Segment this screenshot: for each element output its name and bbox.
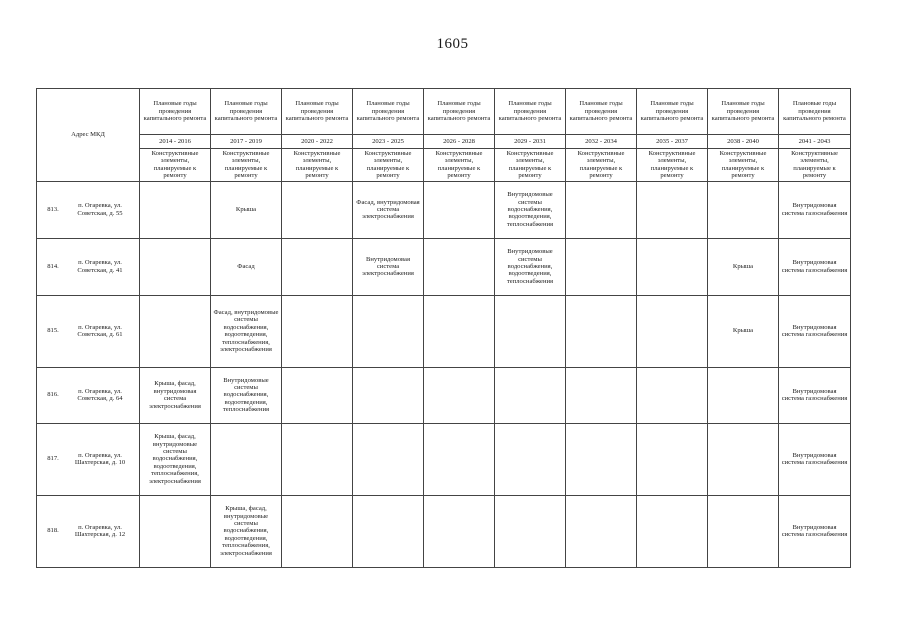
elements-header: Конструктивные элементы, планируемые к ремонту (353, 149, 424, 182)
repair-elements-text: Внутридомовая система электроснабжения (362, 255, 414, 278)
repair-elements-cell (211, 495, 282, 567)
repair-elements-cell (211, 181, 282, 238)
table-body (37, 89, 851, 568)
repair-elements-cell (566, 495, 637, 567)
planned-years-header: Плановые годы проведения капитального ремонта (211, 89, 282, 135)
planned-years-header: Плановые годы проведения капитального ремонта (637, 89, 708, 135)
repair-elements-cell (282, 495, 353, 567)
repair-elements-text: Крыша, фасад, внутридомовые системы водоснабжения, водоотведения, теплоснабжения, электроснабжения (149, 433, 201, 485)
repair-elements-cell (779, 367, 851, 423)
repair-elements-text: Внутридомовая система газоснабжения (781, 451, 848, 467)
repair-elements-cell (211, 367, 282, 423)
repair-elements-cell (424, 423, 495, 495)
repair-elements-cell (353, 495, 424, 567)
repair-elements-cell (353, 295, 424, 367)
address-cell (37, 295, 140, 367)
repair-elements-cell (566, 295, 637, 367)
repair-elements-cell (708, 367, 779, 423)
elements-header: Конструктивные элементы, планируемые к ремонту (779, 149, 851, 182)
table-row (37, 238, 851, 295)
repair-elements-text: Внутридомовые системы водоснабжения, водоотведения, теплоснабжения (222, 376, 270, 414)
repair-elements-text: Фасад, внутридомовые системы водоснабжения, водоотведения, теплоснабжения, электроснабжения (213, 308, 279, 353)
repair-elements-cell (637, 367, 708, 423)
address-text: п. Огаревка, ул. Шахтерская, д. 12 (74, 523, 126, 539)
header-row-elements (37, 149, 851, 182)
table-row (37, 295, 851, 367)
period-header: 2026 - 2028 (424, 135, 495, 149)
repair-elements-text: Внутридомовая система газоснабжения (781, 202, 848, 217)
repair-elements-text: Внутридомовая система газоснабжения (781, 523, 848, 539)
repair-elements-text: Крыша, фасад, внутридомовые системы водоснабжения, водоотведения, теплоснабжения, электроснабжения (220, 505, 272, 557)
repair-elements-cell (566, 367, 637, 423)
elements-header: Конструктивные элементы, планируемые к ремонту (282, 149, 353, 182)
repair-elements-cell (353, 423, 424, 495)
repair-elements-cell (495, 295, 566, 367)
repair-elements-cell (566, 181, 637, 238)
repair-elements-cell (708, 295, 779, 367)
period-header: 2029 - 2031 (495, 135, 566, 149)
repair-elements-cell (779, 238, 851, 295)
repair-elements-cell (779, 181, 851, 238)
repair-elements-cell (282, 181, 353, 238)
repair-elements-cell (779, 423, 851, 495)
repair-elements-cell (353, 238, 424, 295)
address-text: п. Огаревка, ул. Советская, д. 61 (77, 323, 123, 339)
repair-elements-cell (708, 181, 779, 238)
repair-elements-cell (140, 495, 211, 567)
repair-elements-cell (282, 423, 353, 495)
elements-header: Конструктивные элементы, планируемые к ремонту (566, 149, 637, 182)
planned-years-header: Плановые годы проведения капитального ремонта (495, 89, 566, 135)
planned-years-header: Плановые годы проведения капитального ремонта (353, 89, 424, 135)
table-row (37, 367, 851, 423)
period-header: 2020 - 2022 (282, 135, 353, 149)
address-text: п. Огаревка, ул. Советская, д. 64 (77, 387, 123, 403)
capital-repair-table (36, 88, 851, 568)
address-cell (37, 423, 140, 495)
address-cell (37, 181, 140, 238)
elements-header: Конструктивные элементы, планируемые к ремонту (708, 149, 779, 182)
repair-elements-cell (140, 367, 211, 423)
elements-header: Конструктивные элементы, планируемые к ремонту (140, 149, 211, 182)
planned-years-header: Плановые годы проведения капитального ремонта (708, 89, 779, 135)
repair-elements-cell (140, 181, 211, 238)
repair-elements-cell (637, 295, 708, 367)
elements-header: Конструктивные элементы, планируемые к ремонту (495, 149, 566, 182)
repair-elements-cell (495, 495, 566, 567)
elements-header: Конструктивные элементы, планируемые к ремонту (211, 149, 282, 182)
address-cell (37, 495, 140, 567)
repair-elements-cell (424, 367, 495, 423)
planned-years-header: Плановые годы проведения капитального ремонта (140, 89, 211, 135)
repair-elements-cell (637, 423, 708, 495)
repair-elements-text: Крыша (732, 327, 754, 335)
table-row (37, 495, 851, 567)
period-header: 2017 - 2019 (211, 135, 282, 149)
row-number: 813. (47, 205, 59, 213)
planned-years-header: Плановые годы проведения капитального ремонта (566, 89, 637, 135)
repair-elements-text: Фасад (237, 262, 255, 270)
table-row (37, 181, 851, 238)
period-header: 2035 - 2037 (637, 135, 708, 149)
repair-elements-cell (779, 295, 851, 367)
address-header: Адрес МКД (37, 89, 140, 182)
repair-elements-cell (566, 238, 637, 295)
address-cell (37, 367, 140, 423)
repair-elements-text: Крыша, фасад, внутридомовая система электроснабжения (149, 380, 201, 410)
repair-elements-cell (140, 423, 211, 495)
planned-years-header: Плановые годы проведения капитального ремонта (282, 89, 353, 135)
header-row-periods (37, 135, 851, 149)
repair-elements-cell (353, 367, 424, 423)
address-text: п. Огаревка, ул. Шахтерская, д. 10 (74, 451, 126, 467)
repair-elements-text: Крыша (235, 205, 257, 213)
repair-elements-cell (708, 423, 779, 495)
repair-elements-cell (211, 238, 282, 295)
repair-elements-cell (495, 238, 566, 295)
repair-elements-cell (211, 295, 282, 367)
header-row-planned-years (37, 89, 851, 135)
repair-elements-cell (637, 495, 708, 567)
planned-years-header: Плановые годы проведения капитального ремонта (424, 89, 495, 135)
repair-elements-text: Фасад, внутридомовая система электроснабжения (356, 198, 420, 221)
repair-elements-cell (779, 495, 851, 567)
repair-elements-cell (566, 423, 637, 495)
repair-elements-text: Внутридомовые системы водоснабжения, водоотведения, теплоснабжения (506, 248, 554, 285)
repair-elements-cell (282, 238, 353, 295)
repair-elements-cell (282, 367, 353, 423)
period-header: 2032 - 2034 (566, 135, 637, 149)
planned-years-header: Плановые годы проведения капитального ремонта (779, 89, 851, 135)
address-cell (37, 238, 140, 295)
repair-elements-cell (424, 238, 495, 295)
repair-elements-cell (637, 238, 708, 295)
repair-elements-text: Внутридомовые системы водоснабжения, водоотведения, теплоснабжения (506, 191, 554, 228)
address-text: п. Огаревка, ул. Советская, д. 55 (77, 202, 123, 217)
row-number: 814. (47, 262, 59, 270)
repair-elements-text: Крыша (732, 262, 754, 270)
period-header: 2014 - 2016 (140, 135, 211, 149)
row-number: 815. (47, 327, 59, 335)
repair-elements-cell (424, 495, 495, 567)
repair-elements-cell (282, 295, 353, 367)
repair-elements-cell (637, 181, 708, 238)
repair-elements-text: Внутридомовая система газоснабжения (781, 259, 848, 274)
page-number: 1605 (436, 36, 469, 52)
elements-header: Конструктивные элементы, планируемые к ремонту (424, 149, 495, 182)
row-number: 816. (47, 391, 59, 399)
repair-elements-cell (424, 295, 495, 367)
repair-elements-cell (495, 181, 566, 238)
repair-elements-cell (140, 295, 211, 367)
repair-elements-cell (211, 423, 282, 495)
repair-elements-cell (424, 181, 495, 238)
repair-elements-text: Внутридомовая система газоснабжения (781, 323, 848, 339)
repair-elements-cell (495, 423, 566, 495)
period-header: 2038 - 2040 (708, 135, 779, 149)
repair-elements-cell (708, 495, 779, 567)
repair-elements-cell (140, 238, 211, 295)
repair-elements-cell (353, 181, 424, 238)
table-row (37, 423, 851, 495)
repair-elements-cell (708, 238, 779, 295)
period-header: 2023 - 2025 (353, 135, 424, 149)
period-header: 2041 - 2043 (779, 135, 851, 149)
repair-elements-text: Внутридомовая система газоснабжения (781, 387, 848, 403)
row-number: 818. (47, 527, 59, 535)
repair-elements-cell (495, 367, 566, 423)
address-text: п. Огаревка, ул. Советская, д. 41 (77, 259, 123, 274)
row-number: 817. (47, 455, 59, 463)
elements-header: Конструктивные элементы, планируемые к ремонту (637, 149, 708, 182)
